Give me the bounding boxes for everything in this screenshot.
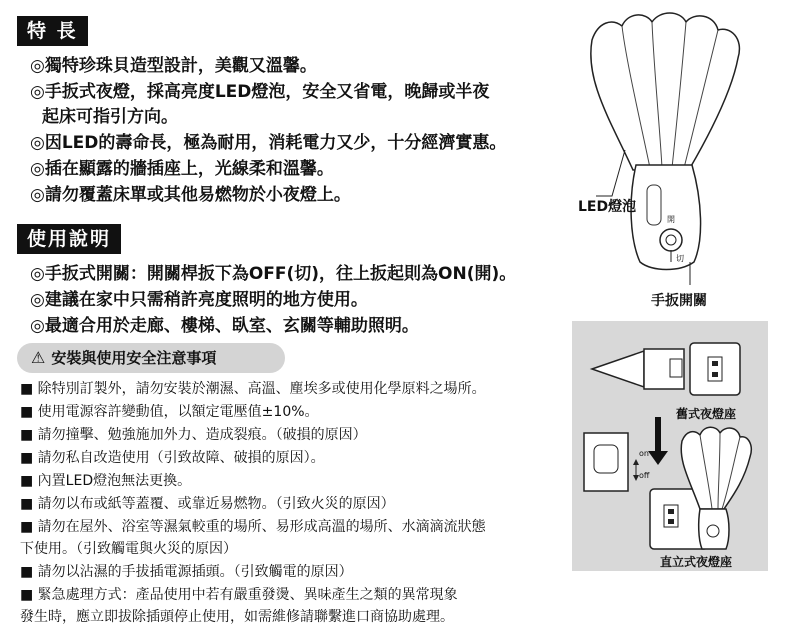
safety-item: 下使用。（引致觸電與火災的原因） (20, 541, 237, 557)
safety-item: ■ 請勿以沾濕的手拔插電源插頭。（引致觸電的原因） (20, 564, 353, 580)
feature-item: ◎獨特珍珠貝造型設計，美觀又溫馨。 (30, 56, 317, 76)
warning-icon: ⚠ (31, 348, 46, 367)
safety-item: ■ 使用電源容許變動值，以額定電壓值±10%。 (20, 404, 319, 420)
switch-label: 手扳開關 (651, 293, 707, 309)
off-text: off (639, 471, 650, 480)
safety-title: ⚠ 安裝與使用安全注意事項 (17, 343, 285, 373)
switch-off-mark: 切 (676, 254, 684, 263)
safety-item: ■ 請勿撞擊、勉強施加外力、造成裂痕。（破損的原因） (20, 427, 367, 443)
socket-diagram (572, 321, 768, 571)
usage-item: ◎建議在家中只需稍許亮度照明的地方使用。 (30, 290, 368, 310)
usage-title: 使用說明 (17, 224, 121, 254)
installation-panel (572, 321, 768, 571)
safety-item: ■ 除特別訂製外，請勿安裝於潮濕、高溫、塵埃多或使用化學原料之場所。 (20, 381, 486, 397)
feature-item: ◎因LED的壽命長，極為耐用，消耗電力又少，十分經濟實惠。 (30, 133, 507, 153)
led-label: LED燈泡 (578, 199, 637, 215)
safety-item: 發生時，應立即拔除插頭停止使用，如需維修請聯繫進口商協助處理。 (20, 609, 454, 625)
usage-item: ◎最適合用於走廊、樓梯、臥室、玄關等輔助照明。 (30, 316, 419, 336)
safety-item: ■ 緊急處理方式：產品使用中若有嚴重發燙、異味產生之類的異常現象 (20, 587, 458, 603)
safety-item: ■ 請勿在屋外、浴室等濕氣較重的場所、易形成高溫的場所、水滴滴流狀態 (20, 519, 486, 535)
safety-item: ■ 請勿以布或紙等蓋覆、或靠近易燃物。（引致火災的原因） (20, 496, 395, 512)
old-lamp-shape (592, 351, 644, 387)
switch-on-mark: 開 (667, 215, 675, 224)
on-text: on (639, 449, 649, 458)
old-socket-label: 舊式夜燈座 (676, 407, 737, 421)
feature-item: ◎請勿覆蓋床單或其他易燃物於小夜燈上。 (30, 185, 351, 205)
new-socket-label: 直立式夜燈座 (660, 555, 733, 569)
feature-item: ◎插在顯露的牆插座上，光線柔和溫馨。 (30, 159, 334, 179)
lamp-base (631, 165, 701, 270)
feature-item: 起床可指引方向。 (42, 107, 178, 127)
feature-item: ◎手扳式夜燈，採高亮度LED燈泡，安全又省電，晚歸或半夜 (30, 82, 490, 102)
safety-item: ■ 請勿私自改造使用（引致故障、破損的原因）。 (20, 450, 325, 466)
shell-lamp-shape (591, 13, 740, 170)
safety-item: ■ 內置LED燈泡無法更換。 (20, 473, 192, 489)
down-arrow-icon (648, 417, 668, 465)
features-title: 特 長 (17, 16, 88, 46)
usage-item: ◎手扳式開關：開關桿扳下為OFF(切)，往上扳起則為ON(開)。 (30, 264, 517, 284)
